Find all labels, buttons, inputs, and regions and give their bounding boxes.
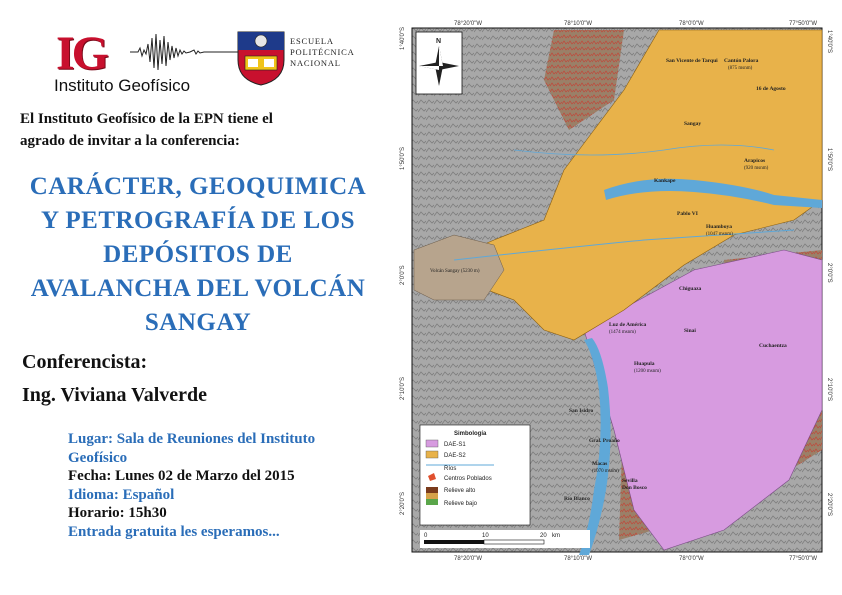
coord-left-4: 2°10'0"S: [400, 376, 406, 400]
place-label: San Vicente de Tarqui: [666, 58, 718, 64]
volcano-area: [414, 235, 504, 300]
place-label: Luz de América: [609, 322, 647, 328]
place-sub-label: (920 msnm): [744, 166, 769, 171]
place-label: Sinai: [684, 328, 696, 334]
coord-top-2: 78°10'0"W: [564, 21, 593, 27]
epn-shield-icon: [236, 30, 286, 86]
title-line-3: DEPÓSITOS DE: [103, 241, 293, 268]
scale-tick: 20: [540, 533, 547, 539]
ig-logo-name: Instituto Geofísico: [54, 76, 191, 95]
epn-logo-text: [290, 36, 355, 69]
epn-line-1: ESCUELA: [290, 36, 334, 46]
map-svg: [394, 10, 842, 585]
place-label: Sangay: [684, 121, 702, 127]
north-arrow-icon: [416, 32, 462, 94]
speaker-name: Ing. Viviana Valverde: [22, 384, 208, 406]
legend-swatch-dae-s2: [426, 451, 438, 458]
place-label: Kankape: [654, 178, 676, 184]
coord-bottom-1: 78°20'0"W: [454, 556, 483, 562]
legend-swatch-dae-s1: [426, 440, 438, 447]
legend-item: DAE-S2: [444, 453, 466, 459]
legend-item: DAE-S1: [444, 442, 466, 448]
legend-item: Relieve bajo: [444, 501, 478, 507]
legend-item: Centros Poblados: [444, 476, 492, 482]
seismogram-icon: [130, 30, 240, 74]
title-line-5: SANGAY: [144, 309, 252, 336]
coord-right-3: 2°0'0"S: [826, 263, 832, 283]
coord-left-2: 1°50'0"S: [400, 146, 406, 170]
place-sub-label: (1047 msnm): [706, 232, 733, 237]
epn-line-3: NACIONAL: [290, 58, 341, 68]
conference-title: [8, 170, 388, 340]
invitation-intro: [20, 108, 370, 152]
coord-top-1: 78°20'0"W: [454, 21, 483, 27]
scale-tick: 0: [424, 533, 428, 539]
place-label: Huamboya: [706, 224, 732, 230]
coord-left-3: 2°0'0"S: [400, 265, 406, 285]
geologic-map: [394, 10, 842, 585]
coord-right-5: 2°20'0"S: [826, 493, 832, 517]
entry-line: Entrada gratuita les esperamos...: [68, 523, 280, 540]
place-line-2: Geofísico: [68, 449, 128, 466]
place-label: Huapula: [634, 361, 655, 367]
title-line-4: AVALANCHA DEL VOLCÁN: [30, 275, 366, 302]
coord-bottom-3: 78°0'0"W: [679, 556, 704, 562]
place-label: Don Bosco: [622, 485, 647, 491]
place-label: 16 de Agosto: [756, 86, 786, 92]
legend-swatch-mid-relief: [426, 493, 438, 499]
ig-logo: [52, 26, 242, 96]
coord-bottom-2: 78°10'0"W: [564, 556, 593, 562]
map-legend: [420, 425, 530, 525]
ig-logo-letters: IG: [56, 27, 107, 80]
title-line-1: CARÁCTER, GEOQUIMICA: [29, 173, 367, 200]
coord-right-1: 1°40'0"S: [826, 30, 832, 54]
place-sub-label: (875 msnm): [728, 66, 753, 71]
place-label: Sevilla: [622, 478, 638, 484]
scale-unit: km: [552, 533, 560, 539]
place-sub-label: (1200 msnm): [634, 369, 661, 374]
speaker-label: Conferencista:: [22, 351, 148, 373]
legend-swatch-low-relief: [426, 499, 438, 505]
place-label: San Isidro: [569, 408, 594, 414]
coord-right-2: 1°50'0"S: [826, 148, 832, 172]
legend-item: Ríos: [444, 466, 457, 472]
coord-left-1: 1°40'0"S: [400, 26, 406, 50]
coord-left-5: 2°20'0"S: [400, 491, 406, 515]
place-label: Chiguaza: [679, 286, 702, 292]
intro-line-1: El Instituto Geofísico de la EPN tiene el: [20, 111, 273, 127]
epn-logo: [236, 30, 366, 90]
place-label: Río Blanco: [564, 496, 590, 502]
scale-tick: 10: [482, 533, 489, 539]
coord-bottom-4: 77°50'0"W: [789, 556, 818, 562]
place-label: Volcán Sangay (5230 m): [430, 269, 480, 274]
coord-top-3: 78°0'0"W: [679, 21, 704, 27]
time-line: Horario: 15h30: [68, 505, 167, 521]
place-sub-label: (1474 msnm): [609, 330, 636, 335]
place-label: Cuchaentza: [759, 343, 787, 349]
place-label: Macas: [592, 461, 608, 467]
coord-right-4: 2°10'0"S: [826, 378, 832, 402]
place-line-1: Lugar: Sala de Reuniones del Instituto: [68, 431, 316, 447]
intro-line-2: agrado de invitar a la conferencia:: [20, 133, 240, 149]
place-label: Pablo VI: [677, 211, 698, 217]
place-label: Arapicos: [744, 158, 766, 164]
scale-bar: [420, 530, 590, 548]
date-line: Fecha: Lunes 02 de Marzo del 2015: [68, 468, 295, 484]
event-details: [68, 430, 378, 541]
legend-title: Simbología: [454, 431, 487, 437]
legend-swatch-high-relief: [426, 487, 438, 493]
place-label: Cantón Palora: [724, 58, 759, 64]
north-label: N: [436, 38, 442, 45]
language-line: Idioma: Español: [68, 486, 175, 503]
place-sub-label: (1070 msnm): [592, 469, 619, 474]
place-label: Gral. Proaño: [589, 438, 620, 444]
coord-top-4: 77°50'0"W: [789, 21, 818, 27]
legend-item: Relieve alto: [444, 488, 476, 494]
title-line-2: Y PETROGRAFÍA DE LOS: [41, 207, 355, 234]
epn-line-2: POLITÉCNICA: [290, 47, 355, 57]
